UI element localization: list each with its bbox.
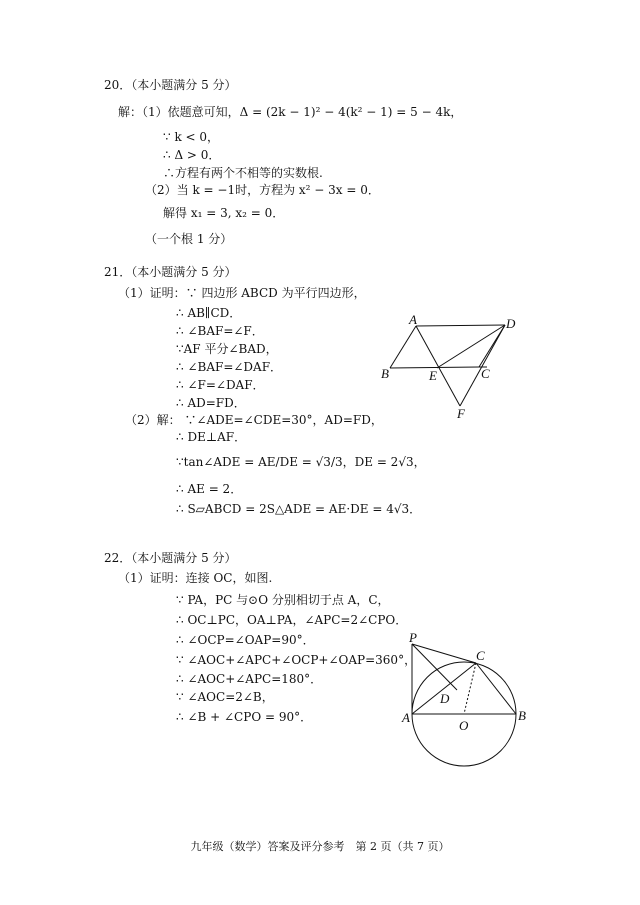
q21-line-10: ∵tan∠ADE = AE/DE = √3/3，DE = 2√3， — [176, 455, 426, 469]
q22-line-7: ∵ ∠AOC=2∠B， — [176, 690, 274, 704]
q21-line-3: ∴ ∠BAF=∠F． — [176, 324, 264, 338]
q21-line-8: （2）解： ∵∠ADE=∠CDE=30°，AD=FD， — [125, 413, 383, 427]
label-A2: A — [402, 710, 410, 725]
label-C2: C — [476, 648, 485, 663]
label-E: E — [429, 368, 437, 383]
q21-line-2: ∴ AB∥CD． — [176, 306, 242, 320]
q22-line-4: ∴ ∠OCP=∠OAP=90°． — [176, 633, 315, 647]
label-B: B — [381, 366, 389, 381]
q21-line-11: ∴ AE = 2． — [176, 482, 243, 496]
q21-line-12: ∴ S▱ABCD = 2S△ADE = AE·DE = 4√3． — [176, 502, 422, 516]
q22-line-5: ∵ ∠AOC+∠APC+∠OCP+∠OAP=360°， — [176, 653, 417, 667]
label-A: A — [409, 312, 417, 327]
label-F: F — [457, 406, 465, 421]
circle-tangent-figure — [400, 630, 540, 770]
q21-line-6: ∴ ∠F=∠DAF． — [176, 378, 265, 392]
label-B2: B — [518, 708, 526, 723]
q22-line-8: ∴ ∠B + ∠CPO = 90°． — [176, 710, 313, 724]
label-P: P — [409, 630, 417, 645]
label-D: D — [506, 316, 516, 331]
q20-line-1: 解：（1）依题意可知，Δ = (2k − 1)² − 4(k² − 1) = 5 − 4k， — [118, 105, 463, 119]
q21-line-4: ∵AF 平分∠BAD， — [176, 342, 278, 356]
q21-line-5: ∴ ∠BAF=∠DAF． — [176, 360, 283, 374]
q22-header: 22．（本小题满分 5 分） — [104, 551, 237, 565]
page-footer: 九年级（数学）答案及评分参考 第 2 页（共 7 页） — [190, 840, 450, 853]
q21-header: 21．（本小题满分 5 分） — [104, 265, 237, 279]
parallelogram-figure — [375, 312, 525, 424]
q21-line-7: ∴ AD=FD． — [176, 396, 246, 410]
label-D2: D — [440, 691, 450, 706]
q22-line-2: ∵ PA，PC 与⊙O 分别相切于点 A，C， — [176, 593, 390, 607]
q20-header: 20．（本小题满分 5 分） — [104, 78, 237, 92]
q20-line-3: ∴ Δ > 0． — [163, 148, 221, 162]
q20-line-5: （2）当 k = −1时，方程为 x² − 3x = 0． — [145, 183, 380, 197]
label-C: C — [481, 366, 490, 381]
q22-line-3: ∴ OC⊥PC，OA⊥PA，∠APC=2∠CPO． — [176, 613, 408, 627]
q20-line-7: （一个根 1 分） — [145, 232, 233, 246]
q20-line-6: 解得 x₁ = 3, x₂ = 0． — [163, 206, 285, 220]
q22-line-1: （1）证明：连接 OC，如图. — [118, 571, 273, 585]
label-O: O — [459, 718, 469, 733]
q22-line-6: ∴ ∠AOC+∠APC=180°． — [176, 672, 323, 686]
q21-line-1: （1）证明：∵ 四边形 ABCD 为平行四边形， — [118, 286, 366, 300]
q21-line-9: ∴ DE⊥AF． — [176, 430, 247, 444]
q20-line-2: ∵ k < 0， — [163, 130, 220, 144]
q20-line-4: ∴方程有两个不相等的实数根. — [163, 166, 323, 180]
